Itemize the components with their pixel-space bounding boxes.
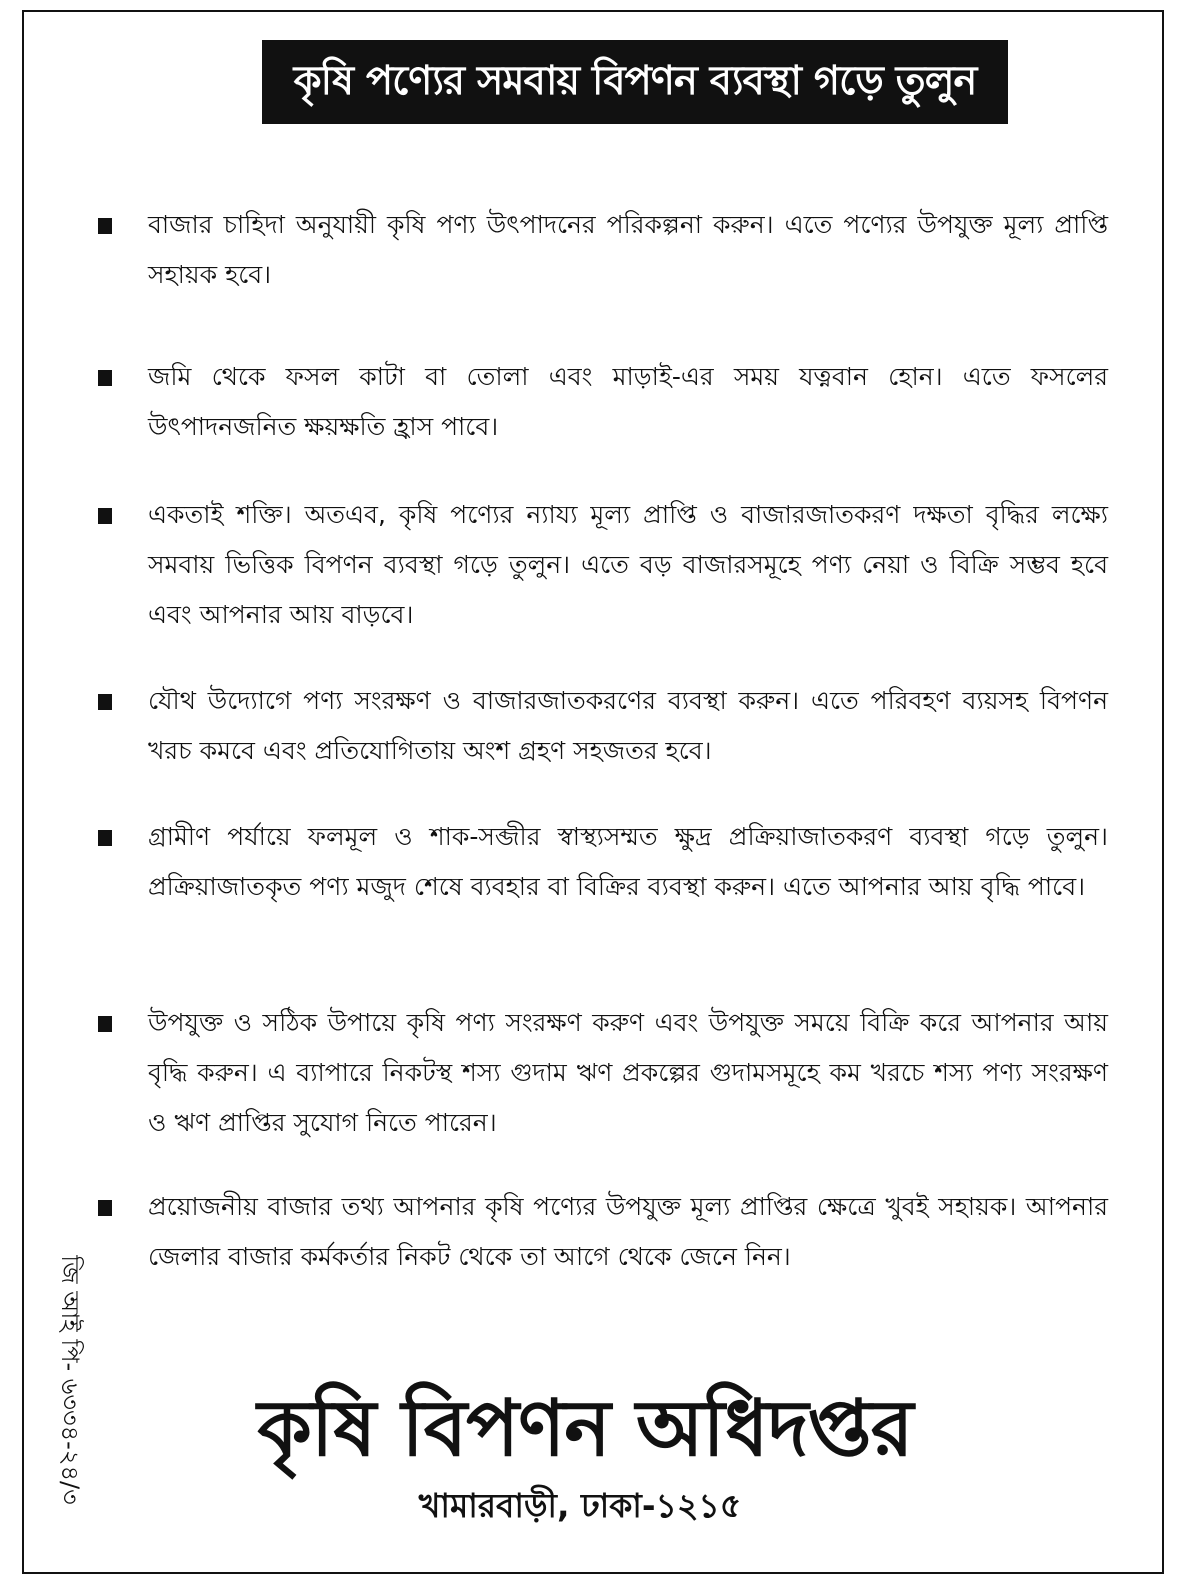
side-reference-note: জি আই পি- ৬৩৩৪-২৪/৩ [56, 1255, 84, 1505]
list-item-text: যৌথ উদ্যোগে পণ্য সংরক্ষণ ও বাজারজাতকরণের ব্যবস্থা করুন। এতে পরিবহণ ব্যয়সহ বিপণন খরচ কমবে এবং প্রতিযোগিতায় অংশ গ্রহণ সহজতর হবে। [148, 686, 1108, 765]
square-bullet-icon [98, 830, 112, 846]
square-bullet-icon [98, 1200, 112, 1216]
list-item-text: উপযুক্ত ও সঠিক উপায়ে কৃষি পণ্য সংরক্ষণ করুণ এবং উপযুক্ত সময়ে বিক্রি করে আপনার আয় বৃদ্ধি করুন। এ ব্যাপারে নিকটস্থ শস্য গুদাম ঋণ প্রকল্পের গুদামসমূহে কম খরচে শস্য পণ্য সংরক্ষণ ও ঋণ প্রাপ্তির সুযোগ নিতে পারেন। [148, 1008, 1108, 1137]
square-bullet-icon [98, 1016, 112, 1032]
list-item-text: প্রয়োজনীয় বাজার তথ্য আপনার কৃষি পণ্যের উপযুক্ত মূল্য প্রাপ্তির ক্ষেত্রে খুবই সহায়ক। আপনার জেলার বাজার কর্মকর্তার নিকট থেকে তা আগে থেকে জেনে নিন। [148, 1192, 1108, 1271]
square-bullet-icon [98, 508, 112, 524]
list-item [98, 1182, 1108, 1282]
list-item [98, 812, 1108, 912]
square-bullet-icon [98, 218, 112, 234]
list-item-text: বাজার চাহিদা অনুযায়ী কৃষি পণ্য উৎপাদনের পরিকল্পনা করুন। এতে পণ্যের উপযুক্ত মূল্য প্রাপ্তি সহায়ক হবে। [148, 210, 1108, 289]
list-item [98, 676, 1108, 776]
list-item [98, 200, 1108, 300]
list-item [98, 998, 1108, 1148]
list-item [98, 490, 1108, 640]
list-item [98, 352, 1108, 452]
list-item-text: জমি থেকে ফসল কাটা বা তোলা এবং মাড়াই-এর সময় যত্নবান হোন। এতে ফসলের উৎপাদনজনিত ক্ষয়ক্ষতি হ্রাস পাবে। [148, 362, 1108, 441]
square-bullet-icon [98, 694, 112, 710]
list-item-text: গ্রামীণ পর্যায়ে ফলমূল ও শাক-সব্জীর স্বাস্থ্যসম্মত ক্ষুদ্র প্রক্রিয়াজাতকরণ ব্যবস্থা গড়ে তুলুন। প্রক্রিয়াজাতকৃত পণ্য মজুদ শেষে ব্যবহার বা বিক্রির ব্যবস্থা করুন। এতে আপনার আয় বৃদ্ধি পাবে। [148, 822, 1108, 901]
organization-name: কৃষি বিপণন অধিদপ্তর [257, 1384, 913, 1474]
page-title: কৃষি পণ্যের সমবায় বিপণন ব্যবস্থা গড়ে তুলুন [293, 57, 977, 104]
square-bullet-icon [98, 370, 112, 386]
list-item-text: একতাই শক্তি। অতএব, কৃষি পণ্যের ন্যায্য মূল্য প্রাপ্তি ও বাজারজাতকরণ দক্ষতা বৃদ্ধির লক্ষ্যে সমবায় ভিত্তিক বিপণন ব্যবস্থা গড়ে তুলুন। এতে বড় বাজারসমূহে পণ্য নেয়া ও বিক্রি সম্ভব হবে এবং আপনার আয় বাড়বে। [148, 500, 1108, 629]
organization-address: খামারবাড়ী, ঢাকা-১২১৫ [418, 1486, 742, 1525]
